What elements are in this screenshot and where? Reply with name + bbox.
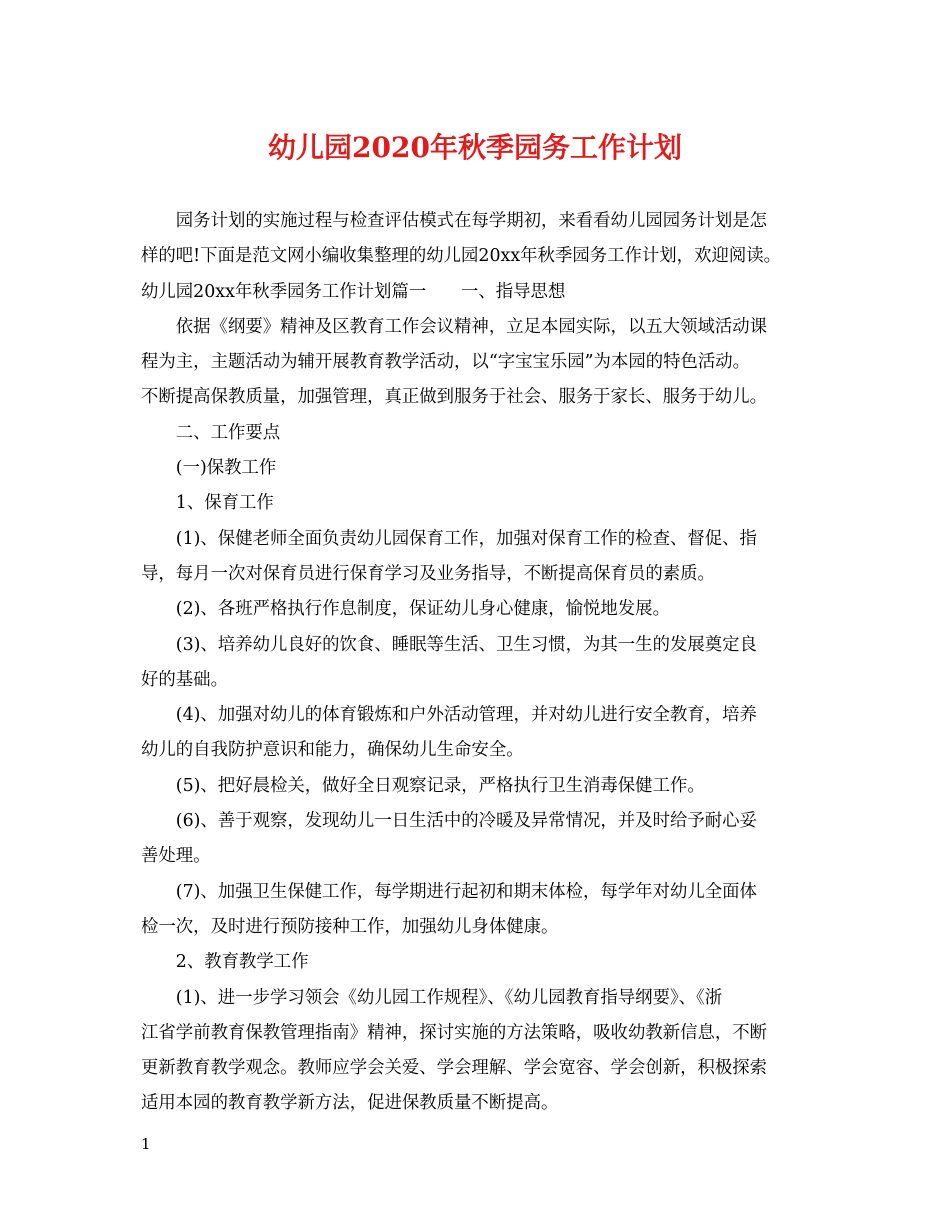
text-line: 更新教育教学观念。教师应学会关爱、学会理解、学会宽容、学会创新，积极探索 [141,1058,768,1079]
text-line: (3)、培养幼儿良好的饮食、睡眠等生活、卫生习惯，为其一生的发展奠定良 [141,634,757,655]
document-body [141,204,831,1122]
text-line: 程为主，主题活动为辅开展教育教学活动，以“字宝宝乐园”为本园的特色活动。 [141,352,751,373]
text-line: 依据《纲要》精神及区教育工作会议精神，立足本园实际，以五大领域活动课 [141,316,768,337]
text-line: 导，每月一次对保育员进行保育学习及业务指导，不断提高保育员的素质。 [141,563,715,584]
text-line: 样的吧!下面是范文网小编收集整理的幼儿园20xx年秋季园务工作计划，欢迎阅读。 [141,246,782,267]
text-line: 适用本园的教育教学新方法，促进保教质量不断提高。 [141,1093,559,1114]
text-line: (一)保教工作 [141,458,277,479]
page-number: 1 [141,1135,151,1153]
text-line: 检一次，及时进行预防接种工作，加强幼儿身体健康。 [141,916,559,937]
text-line: 1、保育工作 [141,493,274,514]
text-line: 2、教育教学工作 [141,952,309,973]
document-title: 幼儿园2020年秋季园务工作计划 [268,131,682,164]
text-line: (1)、保健老师全面负责幼儿园保育工作，加强对保育工作的检查、督促、指 [141,528,757,549]
text-line: (4)、加强对幼儿的体育锻炼和户外活动管理，并对幼儿进行安全教育，培养 [141,705,757,726]
text-line: (5)、把好晨检关，做好全日观察记录，严格执行卫生消毒保健工作。 [141,775,705,796]
text-line: 二、工作要点 [141,422,281,443]
text-line: 幼儿的自我防护意识和能力，确保幼儿生命安全。 [141,740,524,761]
text-line: 善处理。 [141,846,211,867]
text-line: (6)、善于观察，发现幼儿一日生活中的冷暖及异常情况，并及时给予耐心妥 [141,811,757,832]
text-line: (1)、进一步学习领会《幼儿园工作规程》、《幼儿园教育指导纲要》、《浙 [141,987,723,1008]
text-line: (7)、加强卫生保健工作，每学期进行起初和期末体检，每学年对幼儿全面体 [141,881,757,902]
text-line: (2)、各班严格执行作息制度，保证幼儿身心健康，愉悦地发展。 [141,599,670,620]
text-line: 幼儿园20xx年秋季园务工作计划篇一 一、指导思想 [141,281,566,302]
text-line: 好的基础。 [141,669,228,690]
text-line: 江省学前教育保教管理指南》精神，探讨实施的方法策略，吸收幼教新信息，不断 [141,1022,768,1043]
text-line: 园务计划的实施过程与检查评估模式在每学期初，来看看幼儿园园务计划是怎 [141,211,768,231]
text-line: 不断提高保教质量，加强管理，真正做到服务于社会、服务于家长、服务于幼儿。 [141,387,768,408]
